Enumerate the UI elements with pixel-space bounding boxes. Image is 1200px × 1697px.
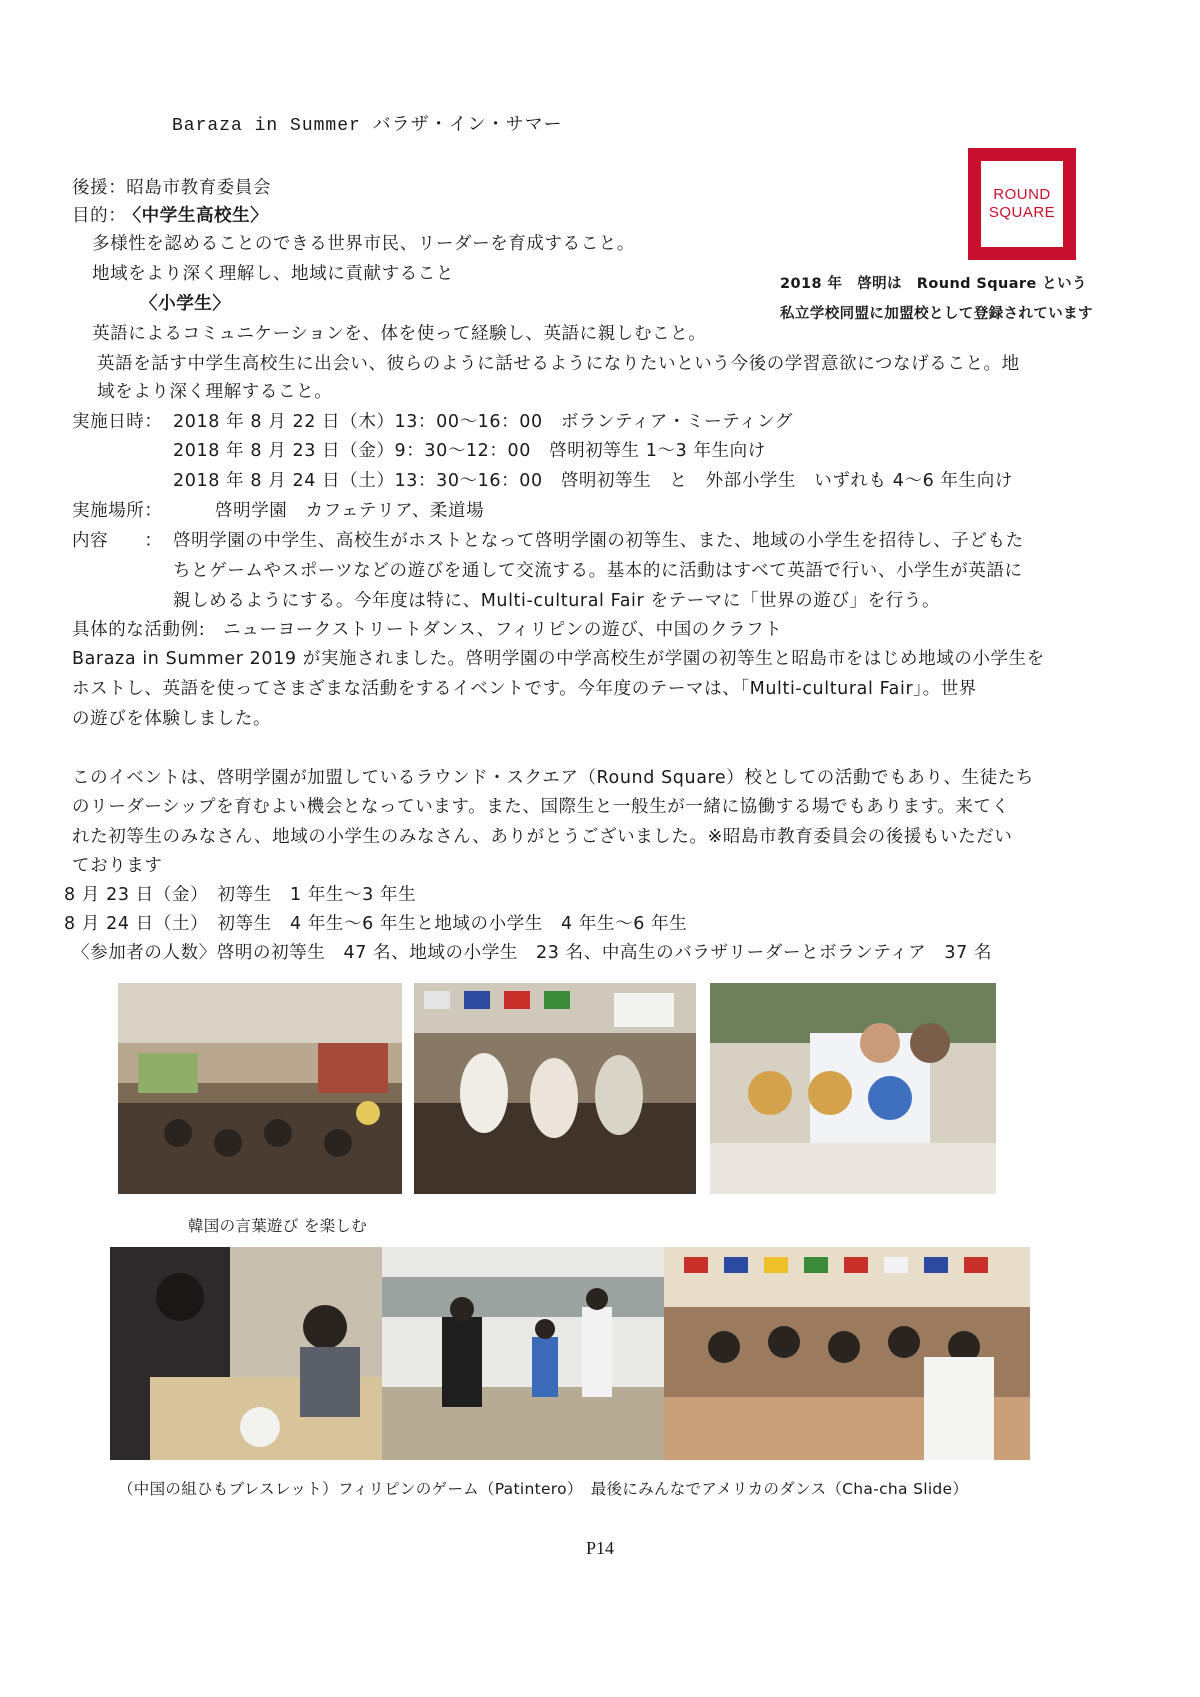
purpose-elementary-3: 域をより深く理解すること。 <box>97 382 333 402</box>
photo-chinese-bracelet <box>110 1247 382 1460</box>
logo-text-square: SQUARE <box>988 204 1056 221</box>
participants: 〈参加者の人数〉啓明の初等生 47 名、地域の小学生 23 名、中高生のバラザリーダーとボランティア 37 名 <box>72 943 993 963</box>
content-line-3: 親しめるようにする。今年度は特に、Multi-cultural Fair をテーマに「世界の遊び」を行う。 <box>173 591 941 611</box>
page-number: P14 <box>585 1538 614 1558</box>
purpose-elementary-1: 英語によるコミュニケーションを、体を使って経験し、英語に親しむこと。 <box>92 324 707 344</box>
report-line-2: ホストし、英語を使ってさまざまな活動をするイベントです。今年度のテーマは、「Multi-cultural Fair」。世界 <box>72 679 977 699</box>
day-1: 8 月 23 日（金） 初等生 1 年生～3 年生 <box>64 885 417 905</box>
caption-bottom-activities: （中国の組ひもブレスレット）フィリピンのゲーム（Patintero） 最後にみんなでアメリカのダンス（Cha-cha Slide） <box>118 1480 969 1498</box>
photo-cha-cha-slide <box>664 1247 1030 1460</box>
purpose-label: 目的： 〈中学生高校生〉 <box>72 206 269 226</box>
purpose-secondary-2: 地域をより深く理解し、地域に貢献すること <box>92 264 454 284</box>
logo-note-line1: 2018 年 啓明は Round Square という <box>780 276 1087 292</box>
photo-headdress-craft <box>710 983 996 1194</box>
summary-line-4: ております <box>72 856 163 876</box>
report-line-3: の遊びを体験しました。 <box>72 709 272 729</box>
summary-line-1: このイベントは、啓明学園が加盟しているラウンド・スクエア（Round Square）校としての活動でもあり、生徒たち <box>72 768 1034 788</box>
page-title: Baraza in Summer バラザ・イン・サマー <box>172 116 563 136</box>
purpose-group-elementary: 〈小学生〉 <box>140 294 231 314</box>
sponsor: 後援：昭島市教育委員会 <box>72 178 272 198</box>
logo-text-round: ROUND <box>993 186 1051 203</box>
content-line-1: 啓明学園の中学生、高校生がホストとなって啓明学園の初等生、また、地域の小学生を招待し、子どもた <box>173 531 1024 551</box>
photo-cafeteria-circle <box>118 983 402 1194</box>
photo-korean-word-game <box>414 983 696 1194</box>
activity-examples: 具体的な活動例: ニューヨークストリートダンス、フィリピンの遊び、中国のクラフト <box>72 620 783 640</box>
schedule-label: 実施日時： <box>72 412 163 432</box>
round-square-logo <box>968 148 1076 260</box>
schedule-date-2: 2018 年 8 月 23 日（金）9：30～12：00 啓明初等生 1～3 年生向け <box>173 441 766 461</box>
photo-patintero-game <box>382 1247 664 1460</box>
summary-line-2: のリーダーシップを育むよい機会となっています。また、国際生と一般生が一緒に協働する場でもあります。来てく <box>72 797 1010 817</box>
summary-line-3: れた初等生のみなさん、地域の小学生のみなさん、ありがとうございました。※昭島市教育委員会の後援もいただい <box>72 827 1013 847</box>
venue-value: 啓明学園 カフェテリア、柔道場 <box>215 501 485 521</box>
venue-label: 実施場所： <box>72 501 163 521</box>
purpose-secondary-1: 多様性を認めることのできる世界市民、リーダーを育成すること。 <box>92 234 635 254</box>
content-label: 内容 ： <box>72 531 163 551</box>
content-line-2: ちとゲームやスポーツなどの遊びを通して交流する。基本的に活動はすべて英語で行い、小学生が英語に <box>173 561 1023 581</box>
day-2: 8 月 24 日（土） 初等生 4 年生～6 年生と地域の小学生 4 年生～6 年生 <box>64 914 688 934</box>
caption-korean-game: 韓国の言葉遊び を楽しむ <box>188 1217 368 1235</box>
purpose-group-secondary: 〈中学生高校生〉 <box>132 206 269 226</box>
logo-note-line2: 私立学校同盟に加盟校として登録されています <box>780 306 1093 322</box>
schedule-date-3: 2018 年 8 月 24 日（土）13：30～16：00 啓明初等生 と 外部小学生 いずれも 4～6 年生向け <box>173 471 1013 491</box>
purpose-elementary-2: 英語を話す中学生高校生に出会い、彼らのように話せるようになりたいという今後の学習意欲につなげること。地 <box>97 354 1020 374</box>
report-line-1: Baraza in Summer 2019 が実施されました。啓明学園の中学高校生が学園の初等生と昭島市をはじめ地域の小学生を <box>72 649 1045 669</box>
schedule-date-1: 2018 年 8 月 22 日（木）13：00～16：00 ボランティア・ミーティング <box>173 412 793 432</box>
